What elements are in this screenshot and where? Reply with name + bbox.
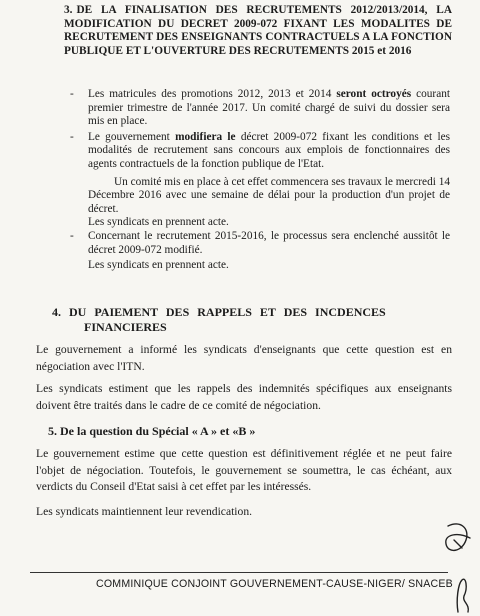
bullet-1-rest: courant premier trimestre de l'année 2017. Un comité chargé de suivi du dossier sera mis en place. [88,88,450,128]
section-4-title-line1: 4. DU PAIEMENT DES RAPPELS ET DES INCDENCES [52,305,386,319]
section-5-paragraph-2: Les syndicats maintiennent leur revendication. [36,505,253,518]
section-4-paragraph-2: Les syndicats estiment que les rappels des indemnités spécifiques aux enseignants doivent être traités dans le cadre de ce comité de négociation. [36,382,452,412]
bullet-2-text: Le gouvernement [88,130,176,143]
acknowledgement-1: Les syndicats en prennent acte. [88,216,229,229]
bullet-2-rest: décret 2009-072 fixant les conditions et les modalités de recrutement sans concours aux emplois de fonctionnaires des agents contractuels de la fonction publique de l'Etat. [88,130,450,170]
bullet-recrutement [70,230,450,257]
section-3-body [70,88,450,273]
footer-text: COMMINIQUE CONJOINT GOUVERNEMENT-CAUSE-NIGER/ SNACEB [96,578,453,590]
bullet-1-text: Les matricules des promotions 2012, 2013 et 2014 [88,88,337,100]
bullet-matricules [70,88,450,129]
bullet-marker: - [70,229,74,242]
section-3-number: 3. [64,4,73,16]
committee-paragraph: Un comité mis en place à cet effet commencera ses travaux le mercredi 14 Décembre 2016 avec une semaine de délai pour la production d'un projet de décret. [88,175,450,215]
section-3-heading [64,4,452,58]
section-4-title-line2: FINANCIERES [84,320,167,334]
footer-divider [30,572,448,573]
bullet-decret [70,131,450,172]
section-5-paragraph-1: Le gouvernement estime que cette question est définitivement réglée et ne peut faire l'objet de négociation. Toutefois, le gouvernement se soumettra, le cas échéant, aux verdicts du Conseil d'Etat saisi à cet effet par les intéressés. [36,447,452,493]
section-3-title: DE LA FINALISATION DES RECRUTEMENTS 2012/2013/2014, LA MODIFICATION DU DECRET 2009-072 FIXANT LES MODALITES DE RECRUTEMENT DES ENSEIGNANTS CONTRACTUELS A LA FONCTION PUBLIQUE ET L'OUVERTURE DES RECRUTEMENTS 2015 et 2016 [64,4,452,57]
section-5-heading: 5. De la question du Spécial « A » et «B » [48,424,256,438]
section-4-paragraph-1: Le gouvernement a informé les syndicats d'enseignants que cette question est en négociation avec l'ITN. [36,343,452,373]
bullet-2-bold: modifiera le [175,130,236,143]
handwritten-paraph-icon [452,574,474,614]
section-4-heading [52,305,452,335]
handwritten-initials-icon [440,518,476,560]
bullet-1-bold: seront octroyés [336,88,412,100]
bullet-marker: - [70,130,74,143]
acknowledgement-2: Les syndicats en prennent acte. [88,259,229,272]
bullet-3-text: Concernant le recrutement 2015-2016, le processus sera enclenché aussitôt le décret 2009-072 modifié. [88,229,450,256]
bullet-marker: - [70,88,74,100]
